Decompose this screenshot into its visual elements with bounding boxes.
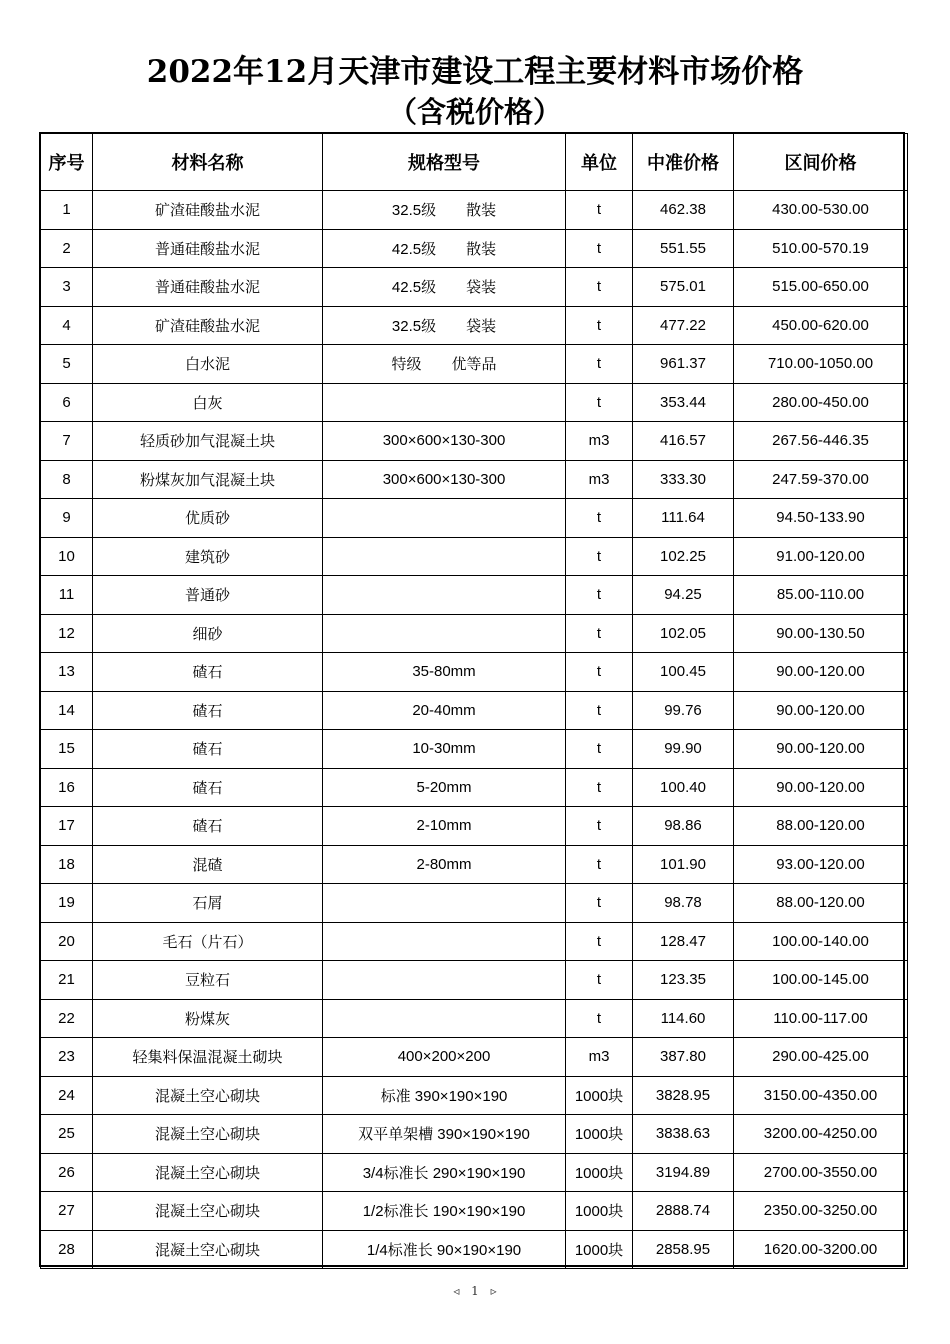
cell-price: 102.05 [633, 614, 734, 653]
cell-price: 2858.95 [633, 1230, 734, 1269]
cell-range: 2700.00-3550.00 [734, 1153, 908, 1192]
cell-unit: t [566, 383, 633, 422]
table-row [41, 306, 908, 345]
table-row [41, 768, 908, 807]
cell-name: 豆粒石 [93, 961, 323, 1000]
cell-price: 387.80 [633, 1038, 734, 1077]
cell-spec: 10-30mm [323, 730, 566, 769]
cell-price: 100.45 [633, 653, 734, 692]
cell-seq: 28 [41, 1230, 93, 1269]
cell-spec: 35-80mm [323, 653, 566, 692]
cell-spec: 400×200×200 [323, 1038, 566, 1077]
spec-packaging: 袋装 [466, 279, 497, 297]
cell-name: 白水泥 [93, 345, 323, 384]
cell-price: 462.38 [633, 191, 734, 230]
cell-name: 混碴 [93, 845, 323, 884]
cell-spec: 2-10mm [323, 807, 566, 846]
table-row [41, 576, 908, 615]
cell-name: 矿渣硅酸盐水泥 [93, 306, 323, 345]
cell-price: 333.30 [633, 460, 734, 499]
cell-name: 轻集料保温混凝土砌块 [93, 1038, 323, 1077]
column-header-unit: 单位 [566, 134, 633, 191]
cell-range: 94.50-133.90 [734, 499, 908, 538]
table-row [41, 999, 908, 1038]
cell-name: 轻质砂加气混凝土块 [93, 422, 323, 461]
spec-packaging: 散装 [466, 240, 497, 258]
cell-unit: t [566, 922, 633, 961]
table-row [41, 614, 908, 653]
cell-range: 2350.00-3250.00 [734, 1192, 908, 1231]
cell-seq: 7 [41, 422, 93, 461]
cell-seq: 17 [41, 807, 93, 846]
cell-spec: 5-20mm [323, 768, 566, 807]
table-row [41, 1038, 908, 1077]
column-header-name: 材料名称 [93, 134, 323, 191]
cell-unit: m3 [566, 460, 633, 499]
cell-price: 961.37 [633, 345, 734, 384]
cell-spec [323, 306, 566, 345]
cell-spec [323, 922, 566, 961]
document-subtitle: （含税价格） [387, 95, 562, 129]
cell-range: 90.00-120.00 [734, 730, 908, 769]
cell-unit: 1000块 [566, 1153, 633, 1192]
cell-spec [323, 345, 566, 384]
cell-range: 510.00-570.19 [734, 229, 908, 268]
column-header-range: 区间价格 [734, 134, 908, 191]
cell-name: 混凝土空心砌块 [93, 1153, 323, 1192]
cell-range: 290.00-425.00 [734, 1038, 908, 1077]
page-number: 1 [471, 1284, 479, 1298]
cell-price: 98.86 [633, 807, 734, 846]
table-row [41, 191, 908, 230]
cell-unit: 1000块 [566, 1115, 633, 1154]
cell-name: 碴石 [93, 730, 323, 769]
column-header-price: 中准价格 [633, 134, 734, 191]
cell-spec: 300×600×130-300 [323, 422, 566, 461]
cell-unit: t [566, 576, 633, 615]
cell-spec: 300×600×130-300 [323, 460, 566, 499]
cell-range: 100.00-145.00 [734, 961, 908, 1000]
table-row [41, 807, 908, 846]
cell-range: 110.00-117.00 [734, 999, 908, 1038]
cell-unit: t [566, 268, 633, 307]
cell-seq: 24 [41, 1076, 93, 1115]
cell-seq: 1 [41, 191, 93, 230]
cell-seq: 13 [41, 653, 93, 692]
cell-spec [323, 191, 566, 230]
cell-price: 111.64 [633, 499, 734, 538]
cell-price: 551.55 [633, 229, 734, 268]
cell-spec [323, 961, 566, 1000]
spec-grade: 32.5级 [391, 317, 437, 335]
cell-unit: t [566, 730, 633, 769]
cell-spec: 3/4标准长 290×190×190 [323, 1153, 566, 1192]
cell-range: 515.00-650.00 [734, 268, 908, 307]
cell-name: 碴石 [93, 653, 323, 692]
cell-range: 3150.00-4350.00 [734, 1076, 908, 1115]
cell-name: 毛石（片石） [93, 922, 323, 961]
cell-seq: 5 [41, 345, 93, 384]
cell-price: 3838.63 [633, 1115, 734, 1154]
cell-range: 93.00-120.00 [734, 845, 908, 884]
cell-spec [323, 537, 566, 576]
cell-name: 粉煤灰加气混凝土块 [93, 460, 323, 499]
cell-price: 123.35 [633, 961, 734, 1000]
cell-range: 3200.00-4250.00 [734, 1115, 908, 1154]
cell-seq: 6 [41, 383, 93, 422]
table-row [41, 922, 908, 961]
cell-range: 280.00-450.00 [734, 383, 908, 422]
cell-price: 114.60 [633, 999, 734, 1038]
cell-spec: 双平单架槽 390×190×190 [323, 1115, 566, 1154]
cell-seq: 8 [41, 460, 93, 499]
cell-name: 普通硅酸盐水泥 [93, 268, 323, 307]
cell-unit: t [566, 845, 633, 884]
cell-price: 94.25 [633, 576, 734, 615]
cell-price: 101.90 [633, 845, 734, 884]
column-header-spec: 规格型号 [323, 134, 566, 191]
cell-name: 矿渣硅酸盐水泥 [93, 191, 323, 230]
cell-unit: m3 [566, 1038, 633, 1077]
cell-unit: t [566, 306, 633, 345]
table-row [41, 884, 908, 923]
cell-price: 99.76 [633, 691, 734, 730]
cell-unit: t [566, 499, 633, 538]
cell-price: 99.90 [633, 730, 734, 769]
table-row [41, 961, 908, 1000]
cell-unit: t [566, 768, 633, 807]
table-row [41, 730, 908, 769]
cell-seq: 12 [41, 614, 93, 653]
cell-name: 混凝土空心砌块 [93, 1115, 323, 1154]
cell-spec [323, 884, 566, 923]
cell-spec [323, 383, 566, 422]
cell-spec [323, 268, 566, 307]
cell-range: 100.00-140.00 [734, 922, 908, 961]
cell-range: 710.00-1050.00 [734, 345, 908, 384]
table-row [41, 1115, 908, 1154]
cell-unit: t [566, 691, 633, 730]
cell-range: 90.00-130.50 [734, 614, 908, 653]
table-row [41, 537, 908, 576]
cell-price: 353.44 [633, 383, 734, 422]
cell-spec: 1/4标准长 90×190×190 [323, 1230, 566, 1269]
table-row [41, 229, 908, 268]
cell-unit: t [566, 191, 633, 230]
cell-name: 碴石 [93, 768, 323, 807]
cell-range: 247.59-370.00 [734, 460, 908, 499]
cell-seq: 25 [41, 1115, 93, 1154]
cell-name: 普通砂 [93, 576, 323, 615]
cell-spec: 2-80mm [323, 845, 566, 884]
table-row [41, 845, 908, 884]
page-footer [0, 1284, 950, 1298]
cell-spec [323, 499, 566, 538]
cell-range: 85.00-110.00 [734, 576, 908, 615]
cell-name: 粉煤灰 [93, 999, 323, 1038]
cell-seq: 21 [41, 961, 93, 1000]
cell-spec [323, 576, 566, 615]
table-row [41, 345, 908, 384]
cell-seq: 23 [41, 1038, 93, 1077]
cell-seq: 15 [41, 730, 93, 769]
cell-spec: 1/2标准长 190×190×190 [323, 1192, 566, 1231]
cell-price: 100.40 [633, 768, 734, 807]
spec-grade: 42.5级 [391, 279, 437, 297]
cell-seq: 2 [41, 229, 93, 268]
cell-unit: m3 [566, 422, 633, 461]
table-row [41, 1192, 908, 1231]
cell-unit: 1000块 [566, 1076, 633, 1115]
cell-unit: t [566, 884, 633, 923]
cell-price: 98.78 [633, 884, 734, 923]
prev-page-marker-icon: ◃ [453, 1284, 460, 1298]
cell-seq: 10 [41, 537, 93, 576]
cell-unit: t [566, 653, 633, 692]
spec-packaging: 袋装 [466, 317, 497, 335]
cell-price: 477.22 [633, 306, 734, 345]
cell-price: 416.57 [633, 422, 734, 461]
cell-range: 430.00-530.00 [734, 191, 908, 230]
cell-unit: t [566, 999, 633, 1038]
cell-range: 1620.00-3200.00 [734, 1230, 908, 1269]
cell-range: 90.00-120.00 [734, 653, 908, 692]
cell-name: 混凝土空心砌块 [93, 1230, 323, 1269]
cell-spec [323, 614, 566, 653]
cell-name: 混凝土空心砌块 [93, 1192, 323, 1231]
cell-name: 白灰 [93, 383, 323, 422]
table-row [41, 383, 908, 422]
cell-spec: 标准 390×190×190 [323, 1076, 566, 1115]
table-row [41, 499, 908, 538]
table-row [41, 1230, 908, 1269]
table-body [41, 191, 908, 1269]
table-row [41, 422, 908, 461]
cell-seq: 22 [41, 999, 93, 1038]
cell-seq: 19 [41, 884, 93, 923]
cell-range: 88.00-120.00 [734, 807, 908, 846]
cell-price: 3828.95 [633, 1076, 734, 1115]
cell-name: 普通硅酸盐水泥 [93, 229, 323, 268]
cell-price: 102.25 [633, 537, 734, 576]
cell-seq: 20 [41, 922, 93, 961]
cell-spec: 20-40mm [323, 691, 566, 730]
spec-grade: 特级 [391, 356, 422, 374]
cell-seq: 14 [41, 691, 93, 730]
cell-name: 碴石 [93, 807, 323, 846]
cell-range: 90.00-120.00 [734, 768, 908, 807]
cell-seq: 3 [41, 268, 93, 307]
cell-unit: t [566, 345, 633, 384]
table-row [41, 653, 908, 692]
cell-unit: t [566, 537, 633, 576]
table-row [41, 691, 908, 730]
cell-price: 2888.74 [633, 1192, 734, 1231]
table-row [41, 1153, 908, 1192]
cell-unit: t [566, 807, 633, 846]
column-header-seq: 序号 [41, 134, 93, 191]
cell-name: 优质砂 [93, 499, 323, 538]
cell-name: 建筑砂 [93, 537, 323, 576]
cell-range: 450.00-620.00 [734, 306, 908, 345]
cell-seq: 26 [41, 1153, 93, 1192]
cell-range: 88.00-120.00 [734, 884, 908, 923]
cell-unit: t [566, 229, 633, 268]
cell-unit: t [566, 961, 633, 1000]
cell-name: 混凝土空心砌块 [93, 1076, 323, 1115]
spec-grade: 42.5级 [391, 240, 437, 258]
cell-spec [323, 999, 566, 1038]
cell-range: 90.00-120.00 [734, 691, 908, 730]
document-title: 2022年12月天津市建设工程主要材料市场价格 [146, 54, 804, 90]
cell-price: 128.47 [633, 922, 734, 961]
spec-packaging: 散装 [466, 202, 497, 220]
cell-unit: 1000块 [566, 1192, 633, 1231]
next-page-marker-icon: ▹ [490, 1284, 497, 1298]
cell-name: 细砂 [93, 614, 323, 653]
cell-seq: 4 [41, 306, 93, 345]
cell-range: 267.56-446.35 [734, 422, 908, 461]
cell-seq: 27 [41, 1192, 93, 1231]
cell-unit: t [566, 614, 633, 653]
cell-name: 碴石 [93, 691, 323, 730]
cell-seq: 18 [41, 845, 93, 884]
table-row [41, 460, 908, 499]
cell-seq: 11 [41, 576, 93, 615]
spec-packaging: 优等品 [451, 356, 497, 374]
cell-seq: 9 [41, 499, 93, 538]
cell-unit: 1000块 [566, 1230, 633, 1269]
table-header-row [41, 134, 908, 191]
cell-price: 3194.89 [633, 1153, 734, 1192]
price-table [40, 133, 908, 1269]
cell-spec [323, 229, 566, 268]
spec-grade: 32.5级 [391, 202, 437, 220]
table-row [41, 1076, 908, 1115]
cell-range: 91.00-120.00 [734, 537, 908, 576]
cell-name: 石屑 [93, 884, 323, 923]
table-row [41, 268, 908, 307]
cell-seq: 16 [41, 768, 93, 807]
cell-price: 575.01 [633, 268, 734, 307]
